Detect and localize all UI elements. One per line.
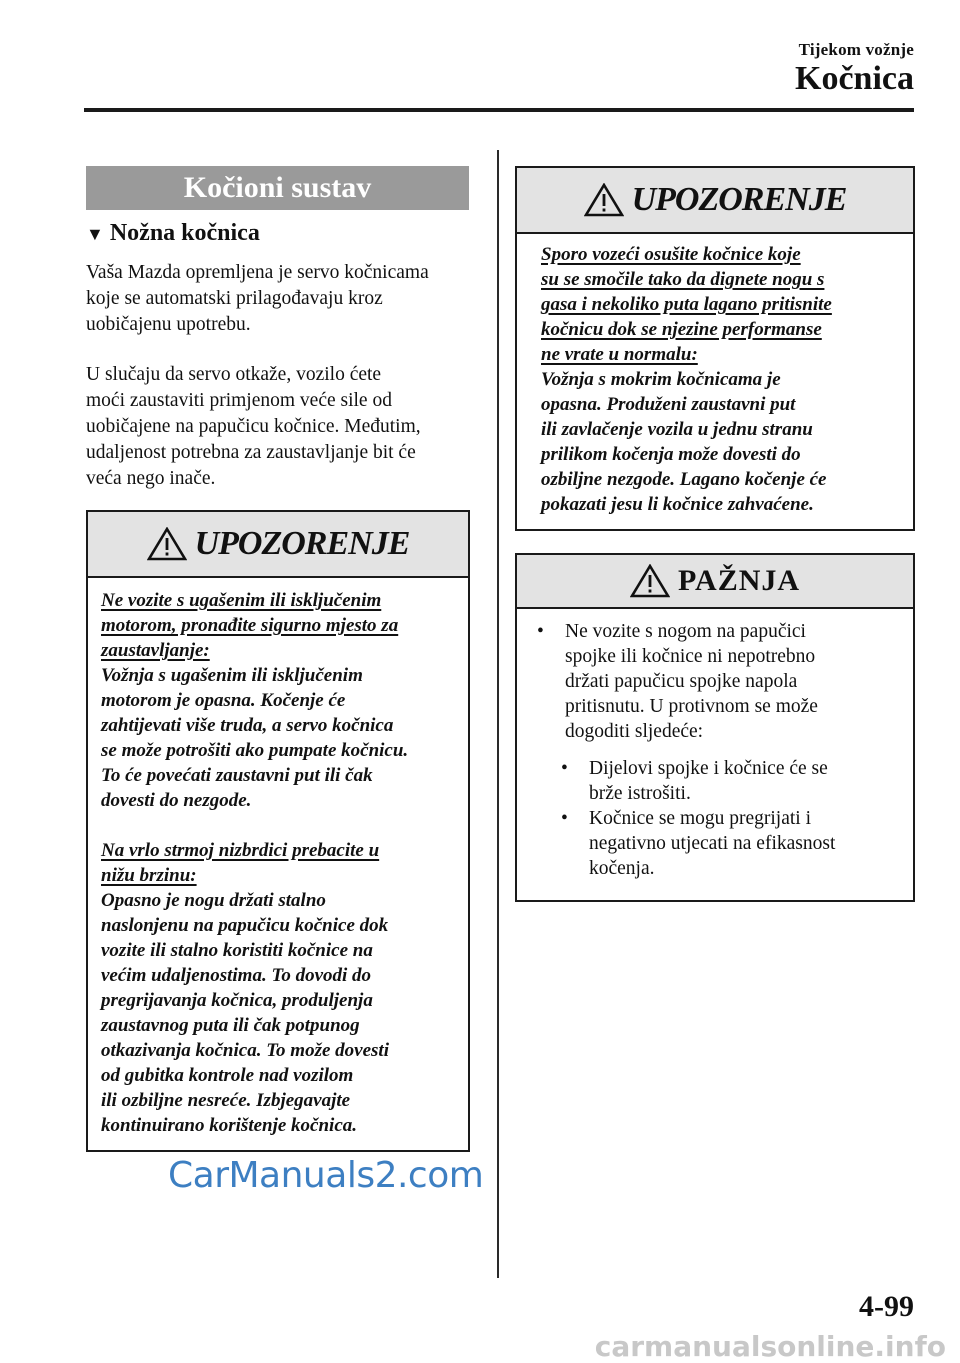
warning-emphasis-line: ne vrate u normalu:	[541, 344, 698, 365]
warning-text-line: Vožnja s ugašenim ili isključenim	[101, 665, 363, 686]
warning-triangle-icon	[630, 564, 670, 598]
subheading	[86, 220, 260, 247]
text-line: Vaša Mazda opremljena je servo kočnicama	[86, 262, 429, 283]
warning-emphasis-line: gasa i nekoliko puta lagano pritisnite	[541, 294, 832, 315]
text-line: Ne vozite s nogom na papučici	[565, 621, 806, 642]
text-line: negativno utjecati na efikasnost	[589, 833, 836, 854]
bullet-text	[589, 806, 835, 881]
footer-watermark: carmanualsonline.info	[594, 1330, 946, 1363]
intro-paragraph-2	[86, 362, 470, 492]
bullet-text	[565, 619, 818, 744]
warning-box-brakes-engine-off	[86, 510, 470, 1152]
warning-text-line: zaustavnog puta ili čak potpunog	[101, 1015, 360, 1036]
warning-text-line: naslonjenu na papučicu kočnice dok	[101, 915, 389, 936]
bullet-marker: •	[561, 808, 568, 829]
page-number: 4-99	[859, 1290, 914, 1323]
warning-text-line: otkazivanja kočnica. To može dovesti	[101, 1040, 389, 1061]
bullet-marker: •	[561, 758, 568, 779]
warning-emphasis-line: kočnicu dok se njezine performanse	[541, 319, 822, 340]
text-line: Dijelovi spojke i kočnice će se	[589, 758, 828, 779]
text-line: spojke ili kočnice ni nepotrebno	[565, 646, 816, 667]
warning-text-line: većim udaljenostima. To dovodi do	[101, 965, 372, 986]
text-line: držati papučicu spojke napola	[565, 671, 798, 692]
text-line: Kočnice se mogu pregrijati i	[589, 808, 812, 829]
warning-emphasis-line: Na vrlo strmoj nizbrdici prebacite u	[101, 840, 380, 861]
warning-text-line: prilikom kočenja može dovesti do	[541, 444, 801, 465]
warning-emphasis-line: su se smočile tako da dignete nogu s	[541, 269, 825, 290]
watermark: CarManuals2.com	[168, 1155, 484, 1196]
bullet-marker: •	[537, 621, 544, 642]
warning-text-line: Opasno je nogu držati stalno	[101, 890, 326, 911]
text-line: veća nego inače.	[86, 468, 216, 489]
sub-bullet-item	[561, 756, 899, 806]
warning-text-line: kontinuirano korištenje kočnica.	[101, 1115, 358, 1136]
warning-text-line: To će povećati zaustavni put ili čak	[101, 765, 373, 786]
warning-text-line: od gubitka kontrole nad vozilom	[101, 1065, 354, 1086]
warning-text-line: pokazati jesu li kočnice zahvaćene.	[541, 494, 814, 515]
bullet-item	[537, 619, 899, 744]
warning-text-line: ili ozbiljne nesreće. Izbjegavajte	[101, 1090, 351, 1111]
warning-box-wet-brakes	[515, 166, 915, 531]
text-line: uobičajenu upotrebu.	[86, 314, 251, 335]
warning-triangle-icon	[147, 527, 187, 561]
warning-text-line: zahtijevati više truda, a servo kočnica	[101, 715, 394, 736]
warning-title: UPOZORENJE	[194, 525, 410, 562]
warning-title: UPOZORENJE	[631, 181, 847, 218]
text-line: moći zaustaviti primjenom veće sile od	[86, 390, 392, 411]
warning-text-line: vozite ili stalno koristiti kočnice na	[101, 940, 373, 961]
page-title: Kočnica	[795, 60, 914, 97]
caution-box-header	[517, 555, 913, 609]
warning-box-header	[88, 512, 468, 578]
warning-text-line: motorom je opasna. Kočenje će	[101, 690, 346, 711]
warning-text-line: opasna. Produženi zaustavni put	[541, 394, 796, 415]
down-triangle-icon: ▼	[86, 224, 104, 244]
column-divider	[497, 150, 499, 1278]
warning-emphasis-line: nižu brzinu:	[101, 865, 197, 886]
warning-emphasis-line: Sporo vozeći osušite kočnice koje	[541, 244, 801, 265]
text-line: U slučaju da servo otkaže, vozilo ćete	[86, 364, 382, 385]
sub-bullet-item	[561, 806, 899, 881]
warning-emphasis-line: zaustavljanje:	[101, 640, 210, 661]
warning-text-line: ili zavlačenje vozila u jednu stranu	[541, 419, 813, 440]
warning-emphasis-line: motorom, pronađite sigurno mjesto za	[101, 615, 399, 636]
warning-text-line: dovesti do nezgode.	[101, 790, 252, 811]
warning-text-line: Vožnja s mokrim kočnicama je	[541, 369, 781, 390]
warning-text-line: se može potrošiti ako pumpate kočnicu.	[101, 740, 409, 761]
warning-box-body	[517, 234, 913, 517]
caution-box-pedal	[515, 553, 915, 902]
intro-paragraph-1	[86, 260, 470, 338]
text-line: dogoditi sljedeće:	[565, 721, 704, 742]
text-line: kočenja.	[589, 858, 655, 879]
caution-title: PAŽNJA	[677, 564, 801, 597]
text-line: koje se automatski prilagođavaju kroz	[86, 288, 383, 309]
warning-text-line: pregrijavanja kočnica, produljenja	[101, 990, 373, 1011]
bullet-text	[589, 756, 828, 806]
caution-box-body	[517, 609, 913, 881]
warning-text-line: ozbiljne nezgode. Lagano kočenje će	[541, 469, 827, 490]
header-rule	[84, 108, 914, 112]
text-line: uobičajene na papučicu kočnice. Međutim,	[86, 416, 421, 437]
header-subtitle: Tijekom vožnje	[798, 40, 914, 59]
text-line: udaljenost potrebna za zaustavljanje bit će	[86, 442, 416, 463]
spacer	[537, 744, 899, 756]
spacer	[101, 813, 454, 838]
warning-triangle-icon	[584, 183, 624, 217]
warning-emphasis-line: Ne vozite s ugašenim ili isključenim	[101, 590, 382, 611]
text-line: brže istrošiti.	[589, 783, 691, 804]
warning-box-header	[517, 168, 913, 234]
section-banner: Kočioni sustav	[86, 166, 469, 210]
subheading-text: Nožna kočnica	[109, 220, 260, 246]
warning-box-body	[88, 578, 468, 1138]
text-line: pritisnutu. U protivnom se može	[565, 696, 818, 717]
